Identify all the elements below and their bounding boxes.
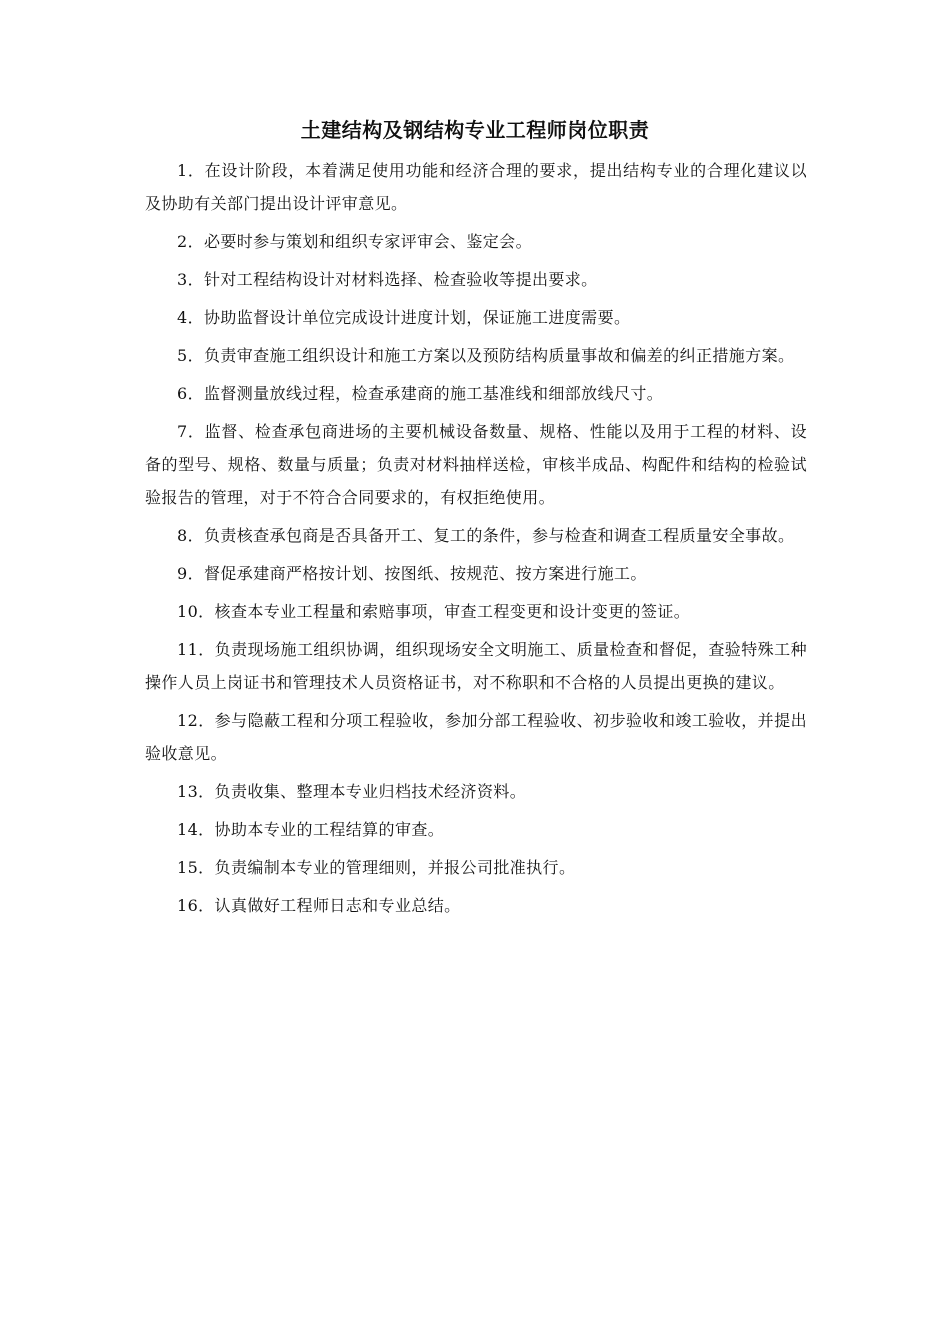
duty-item-11: 11．负责现场施工组织协调，组织现场安全文明施工、质量检查和督促，查验特殊工种操作人员上岗证书和管理技术人员资格证书，对不称职和不合格的人员提出更换的建议。 bbox=[145, 640, 807, 692]
duty-item-2: 2．必要时参与策划和组织专家评审会、鉴定会。 bbox=[177, 232, 532, 251]
duty-item-13: 13．负责收集、整理本专业归档技术经济资料。 bbox=[177, 782, 527, 801]
duty-item-6: 6．监督测量放线过程，检查承建商的施工基准线和细部放线尺寸。 bbox=[177, 384, 664, 403]
duty-item-14: 14．协助本专业的工程结算的审查。 bbox=[177, 820, 445, 839]
duty-item-15: 15．负责编制本专业的管理细则，并报公司批准执行。 bbox=[177, 858, 576, 877]
duty-item-4: 4．协助监督设计单位完成设计进度计划，保证施工进度需要。 bbox=[177, 308, 631, 327]
duty-item-1: 1．在设计阶段，本着满足使用功能和经济合理的要求，提出结构专业的合理化建议以及协助有关部门提出设计评审意见。 bbox=[145, 161, 807, 213]
duty-item-5: 5．负责审查施工组织设计和施工方案以及预防结构质量事故和偏差的纠正措施方案。 bbox=[177, 346, 795, 365]
duty-item-3: 3．针对工程结构设计对材料选择、检查验收等提出要求。 bbox=[177, 270, 598, 289]
duty-item-16: 16．认真做好工程师日志和专业总结。 bbox=[177, 896, 461, 915]
document-body bbox=[145, 154, 807, 927]
duty-item-9: 9．督促承建商严格按计划、按图纸、按规范、按方案进行施工。 bbox=[177, 564, 647, 583]
duty-item-8: 8．负责核查承包商是否具备开工、复工的条件，参与检查和调查工程质量安全事故。 bbox=[177, 526, 795, 545]
duty-item-10: 10．核查本专业工程量和索赔事项，审查工程变更和设计变更的签证。 bbox=[177, 602, 691, 621]
duty-item-7: 7．监督、检查承包商进场的主要机械设备数量、规格、性能以及用于工程的材料、设备的型号、规格、数量与质量；负责对材料抽样送检，审核半成品、构配件和结构的检验试验报告的管理，对于不符合合同要求的，有权拒绝使用。 bbox=[145, 422, 807, 507]
document-title: 土建结构及钢结构专业工程师岗位职责 bbox=[300, 118, 650, 142]
duty-item-12: 12．参与隐蔽工程和分项工程验收，参加分部工程验收、初步验收和竣工验收，并提出验收意见。 bbox=[145, 711, 807, 763]
